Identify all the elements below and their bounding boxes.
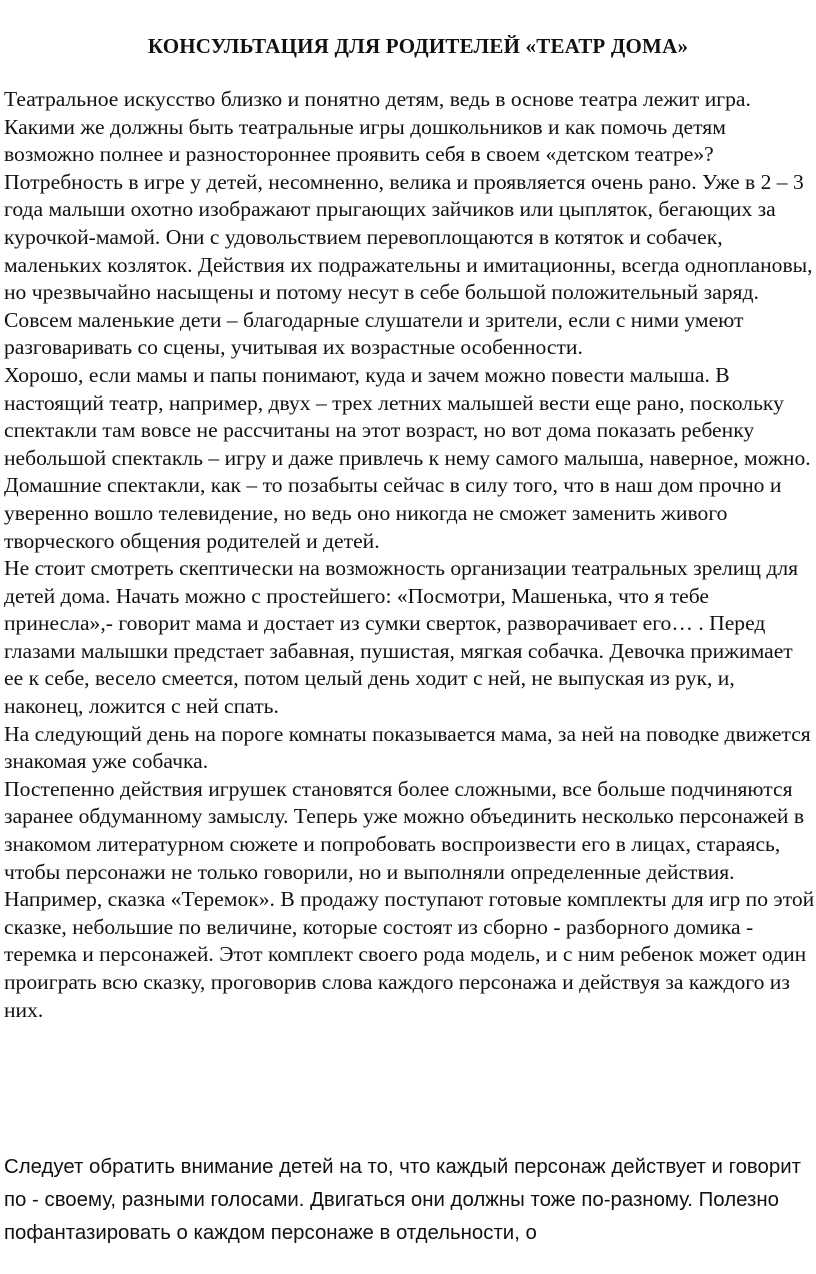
paragraph-2: Какими же должны быть театральные игры дошкольников и как помочь детям возможно полнее и разностороннее проявить себя в своем «детском театре»? bbox=[4, 114, 726, 167]
paragraph-5: Хорошо, если мамы и папы понимают, куда и зачем можно повести малыша. В настоящий театр, например, двух – трех летних малышей вести еще рано, поскольку спектакли там вовсе не рассчитаны на этот возраст, но вот дома показать ребенку небольшой спектакль – игру и даже привлечь к нему самого малыша, наверное, можно. Домашние спектакли, как – то позабыты сейчас в силу того, что в наш дом прочно и уверенно вошло телевидение, но ведь оно никогда не сможет заменить живого творческого общения родителей и детей. bbox=[4, 362, 811, 553]
paragraph-4: Совсем маленькие дети – благодарные слушатели и зрители, если с ними умеют разговаривать со сцены, учитывая их возрастные особенности. bbox=[4, 307, 744, 360]
paragraph-9: Следует обратить внимание детей на то, что каждый персонаж действует и говорит по - своему, разными голосами. Двигаться они должны тоже по-разному. Полезно пофантазировать о каждом персонаже в отдельности, о bbox=[4, 1156, 801, 1244]
paragraph-1: Театральное искусство близко и понятно детям, ведь в основе театра лежит игра. bbox=[4, 87, 751, 111]
page-title: КОНСУЛЬТАЦИЯ ДЛЯ РОДИТЕЛЕЙ «ТЕАТР ДОМА» bbox=[147, 34, 689, 58]
paragraph-3: Потребность в игре у детей, несомненно, велика и проявляется очень рано. Уже в 2 – 3 года малыши охотно изображают прыгающих зайчиков или цыпляток, бегающих за курочкой-мамой. Они с удовольствием перевоплощаются в котяток и собачек, маленьких козляток. Действия их подражательны и имитационны, всегда одноплановы, но чрезвычайно насыщены и потому несут в себе большой положительный заряд. bbox=[4, 169, 813, 305]
document-body bbox=[4, 86, 816, 1024]
paragraph-8: Постепенно действия игрушек становятся более сложными, все больше подчиняются заранее обдуманному замыслу. Теперь уже можно объединить несколько персонажей в знакомом литературном сюжете и попробовать воспроизвести его в лицах, стараясь, чтобы персонажи не только говорили, но и выполняли определенные действия. Например, сказка «Теремок». В продажу поступают готовые комплекты для игр по этой сказке, небольшие по величине, которые состоят из сборно - разборного домика - теремка и персонажей. Этот комплект своего рода модель, и с ним ребенок может один проиграть всю сказку, проговорив слова каждого персонажа и действуя за каждого из них. bbox=[4, 776, 815, 1022]
document-body-continued bbox=[4, 1151, 816, 1250]
paragraph-6: Не стоит смотреть скептически на возможность организации театральных зрелищ для детей дома. Начать можно с простейшего: «Посмотри, Машенька, что я тебе принесла»,- говорит мама и достает из сумки сверток, разворачивает его… . Перед глазами малышки предстает забавная, пушистая, мягкая собачка. Девочка прижимает ее к себе, весело смеется, потом целый день ходит с ней, не выпуская из рук, и, наконец, ложится с ней спать. bbox=[4, 556, 799, 719]
paragraph-7: На следующий день на пороге комнаты показывается мама, за ней на поводке движется знакомая уже собачка. bbox=[4, 721, 811, 774]
